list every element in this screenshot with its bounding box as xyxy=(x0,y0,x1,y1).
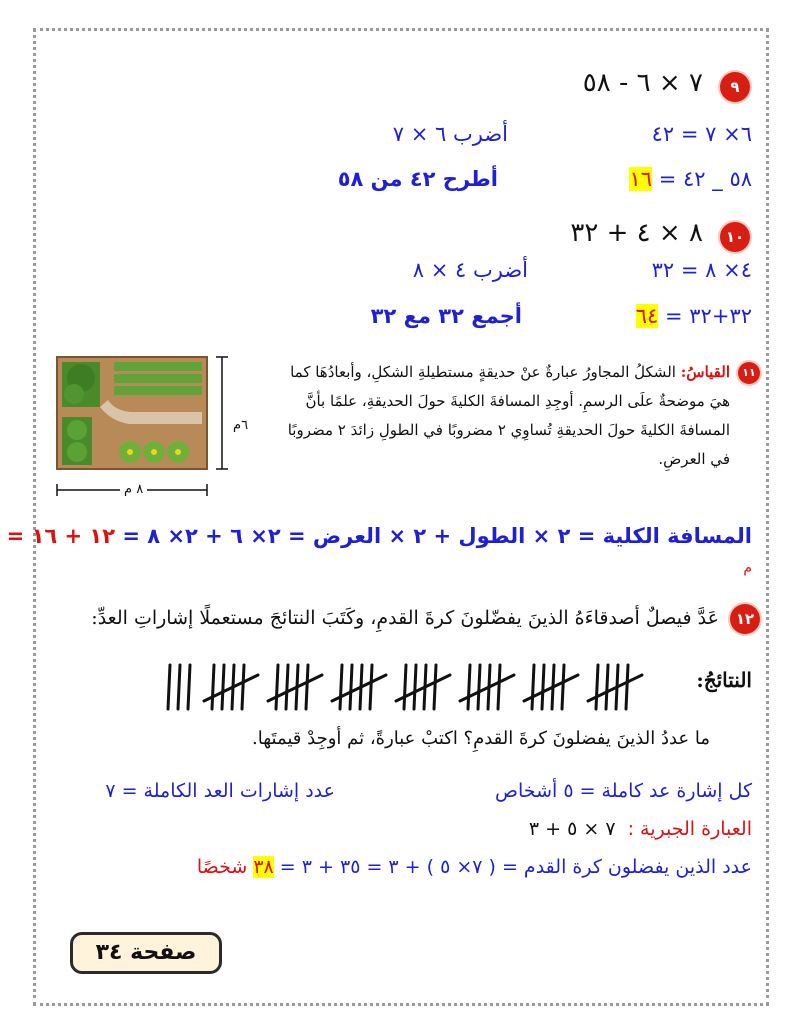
q12-question: ما عددُ الذينَ يفضلونَ كرةَ القدمِ؟ اكتبْ عبارةً، ثم أوجِدْ قيمتَها. xyxy=(252,728,710,749)
q10-badge: ١٠ xyxy=(720,222,750,252)
q9-step1-calc: ٦× ٧ = ٤٢ xyxy=(651,122,752,146)
q11-answer-prefix: المسافة الكلية = ٢ × الطول + ٢ × العرض = ٢× ٦ + ٢× ٨ = xyxy=(122,524,752,548)
tally-stroke xyxy=(606,665,608,709)
q11-answer-mid: ١٢ + ١٦ = xyxy=(6,524,116,548)
tally-stroke xyxy=(276,665,278,709)
tally-stroke xyxy=(212,665,214,709)
tally-stroke xyxy=(434,665,436,709)
tally-stroke xyxy=(414,665,416,709)
q10-expression: ٨ × ٤ + ٣٢ xyxy=(570,218,703,248)
q12-algebra xyxy=(529,818,752,840)
q12-text: عَدَّ فيصلٌ أصدقاءَهُ الذينَ يفضّلونَ كرةَ القدمِ، وكَتَبَ النتائجَ مستعملًا إشاراتِ العدِّ: xyxy=(91,606,719,629)
q12-note-count: عدد إشارات العد الكاملة = ٧ xyxy=(105,780,335,802)
tally-marks xyxy=(120,662,660,712)
q12-final xyxy=(197,856,752,878)
q12-badge: ١٢ xyxy=(730,604,760,634)
tally-stroke xyxy=(178,665,180,709)
height-label: ٦م xyxy=(233,418,249,433)
tally-stroke xyxy=(404,665,406,709)
q10-step1-calc: ٤× ٨ = ٣٢ xyxy=(651,258,752,282)
q10-step2-note: أجمع ٣٢ مع ٣٢ xyxy=(370,304,522,328)
q10-step1-note: أضرب ٤ × ٨ xyxy=(412,258,528,282)
q12-note-group: كل إشارة عد كاملة = ٥ أشخاص xyxy=(495,780,752,802)
tally-stroke xyxy=(188,665,190,709)
tally-stroke xyxy=(596,665,598,709)
width-label: ٨ م xyxy=(120,482,147,497)
tally-stroke xyxy=(306,665,308,709)
q9-answer: ١٦ xyxy=(629,167,653,191)
q11-text: الشكلُ المجاورُ عبارةٌ عنْ حديقةٍ مستطيلةِ الشكلِ، وأبعادُهَا كما هيَ موضحةٌ علَى الرسمِ. أوجِدِ المسافةَ الكليةَ حولَ الحديقةِ، علمًا بأنَّ المسافةَ الكليةَ حولَ الحديقةِ تُساوِي ٢ مضروبًا في الطولِ زائدَ ٢ مضروبًا في العرضِ. xyxy=(287,363,730,468)
q10-answer: ٦٤ xyxy=(635,304,659,328)
q12-algebra-label: العبارة الجبرية : xyxy=(627,818,752,840)
tally-stroke xyxy=(542,665,544,709)
q12-final-prefix: عدد الذين يفضلون كرة القدم = ( ٧× ٥ ) + ٣ = ٣٥ + ٣ = xyxy=(279,856,752,878)
page-number-badge: صفحة ٣٤ xyxy=(70,932,222,974)
tally-stroke xyxy=(242,665,244,709)
tally-stroke xyxy=(370,665,372,709)
q9-step1-note: أضرب ٦ × ٧ xyxy=(392,122,508,146)
q9-step2-note: أطرح ٤٢ من ٥٨ xyxy=(337,167,498,191)
q10-step2-expr: ٣٢+٣٢ = xyxy=(664,304,752,328)
q9-header xyxy=(583,68,750,102)
q12-header xyxy=(91,604,760,634)
q9-step2-expr: ٥٨ _ ٤٢ = xyxy=(658,167,752,191)
q12-final-value: ٣٨ xyxy=(253,856,274,878)
garden-figure xyxy=(52,352,252,507)
q9-expression: ٧ × ٦ - ٥٨ xyxy=(582,68,703,98)
tally-stroke xyxy=(626,665,628,709)
q11-answer-unit: م xyxy=(743,560,752,576)
tally-stroke xyxy=(532,665,534,709)
q9-badge: ٩ xyxy=(720,72,750,102)
tally-stroke xyxy=(340,665,342,709)
q12-results-label: النتائجُ: xyxy=(696,668,752,692)
tally-stroke xyxy=(478,665,480,709)
q9-step2-calc xyxy=(629,167,752,191)
tally-stroke xyxy=(222,665,224,709)
tally-stroke xyxy=(168,665,170,709)
q11-answer-line xyxy=(0,524,752,548)
tally-stroke xyxy=(350,665,352,709)
q12-algebra-expr: ٧ × ٥ + ٣ xyxy=(528,818,616,840)
tally-stroke xyxy=(468,665,470,709)
q11-badge: ١١ xyxy=(738,362,760,384)
q10-header xyxy=(570,218,750,252)
q11-question xyxy=(265,358,730,474)
tally-stroke xyxy=(286,665,288,709)
q10-step2-calc xyxy=(636,304,752,328)
q12-final-suffix: شخصًا xyxy=(196,856,248,878)
tally-stroke xyxy=(498,665,500,709)
q11-label: القياسُ: xyxy=(680,363,730,381)
tally-stroke xyxy=(562,665,564,709)
